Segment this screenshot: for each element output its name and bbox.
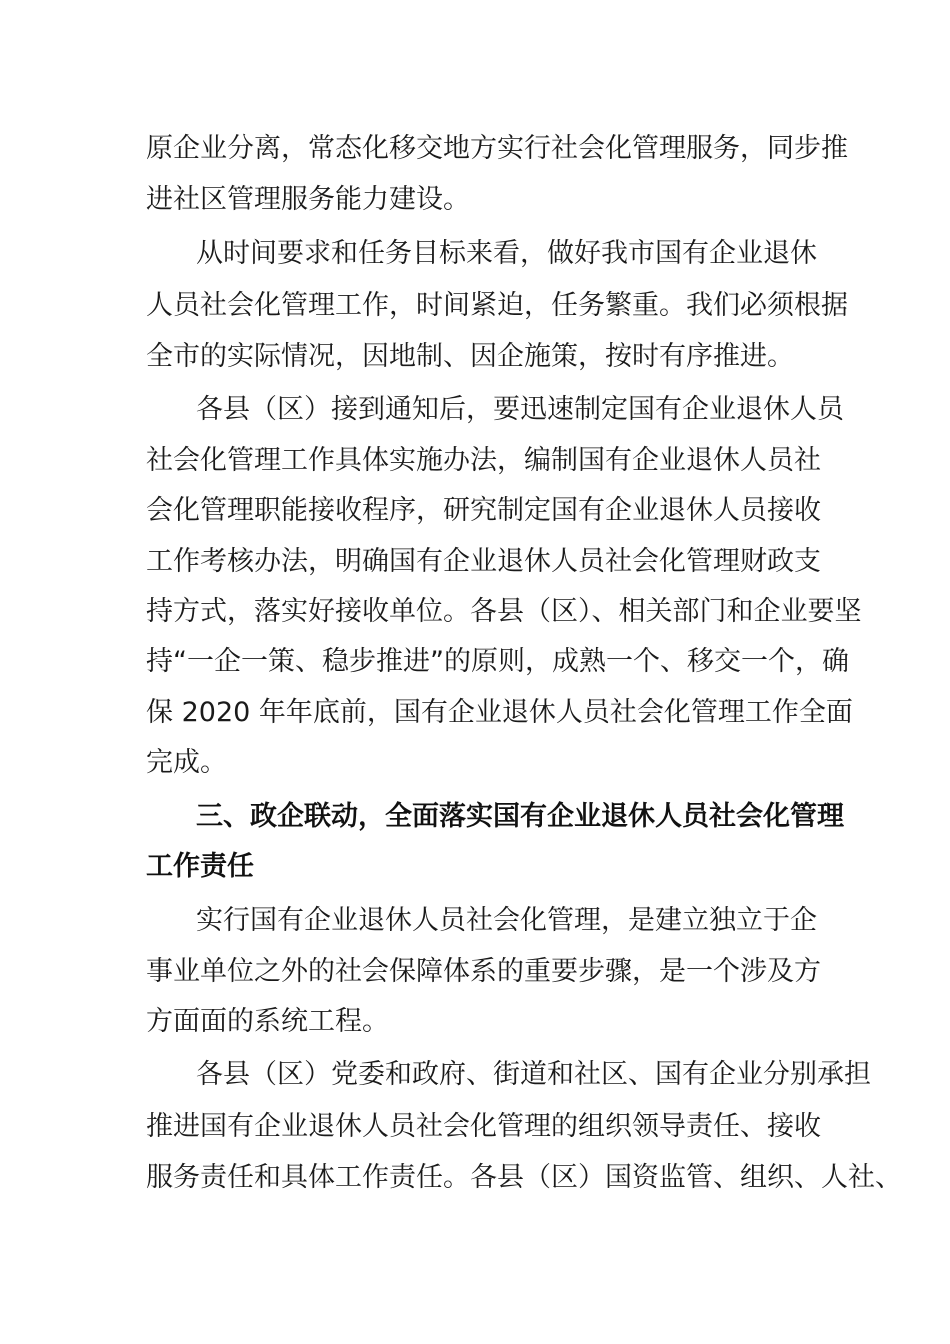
paragraph-line: 各县（区）党委和政府、街道和社区、国有企业分别承担 — [196, 1059, 871, 1090]
paragraph-line: 社会化管理工作具体实施办法，编制国有企业退休人员社 — [146, 445, 821, 476]
section-heading-line: 三、政企联动，全面落实国有企业退休人员社会化管理 — [196, 801, 844, 832]
paragraph-line: 事业单位之外的社会保障体系的重要步骤，是一个涉及方 — [146, 956, 821, 987]
paragraph-line: 各县（区）接到通知后，要迅速制定国有企业退休人员 — [196, 394, 844, 425]
paragraph-line: 工作考核办法，明确国有企业退休人员社会化管理财政支 — [146, 546, 821, 577]
paragraph-line: 服务责任和具体工作责任。各县（区）国资监管、组织、人社、 — [146, 1162, 902, 1193]
paragraph-line: 推进国有企业退休人员社会化管理的组织领导责任、接收 — [146, 1111, 821, 1142]
paragraph-line: 人员社会化管理工作，时间紧迫，任务繁重。我们必须根据 — [146, 290, 848, 321]
paragraph-line: 持方式，落实好接收单位。各县（区）、相关部门和企业要坚 — [146, 596, 862, 627]
paragraph-line: 全市的实际情况，因地制、因企施策，按时有序推进。 — [146, 341, 794, 372]
paragraph-line: 原企业分离，常态化移交地方实行社会化管理服务，同步推 — [146, 133, 848, 164]
paragraph-line: 保 2020 年年底前，国有企业退休人员社会化管理工作全面 — [146, 697, 853, 728]
paragraph-line: 从时间要求和任务目标来看，做好我市国有企业退休 — [196, 238, 817, 269]
paragraph-line: 完成。 — [146, 747, 227, 778]
paragraph-line: 方面面的系统工程。 — [146, 1006, 389, 1037]
paragraph-line: 实行国有企业退休人员社会化管理，是建立独立于企 — [196, 905, 817, 936]
paragraph-line: 持“一企一策、稳步推进”的原则，成熟一个、移交一个，确 — [146, 646, 849, 677]
section-heading-line: 工作责任 — [146, 851, 254, 882]
paragraph-line: 进社区管理服务能力建设。 — [146, 184, 470, 215]
paragraph-line: 会化管理职能接收程序，研究制定国有企业退休人员接收 — [146, 495, 821, 526]
